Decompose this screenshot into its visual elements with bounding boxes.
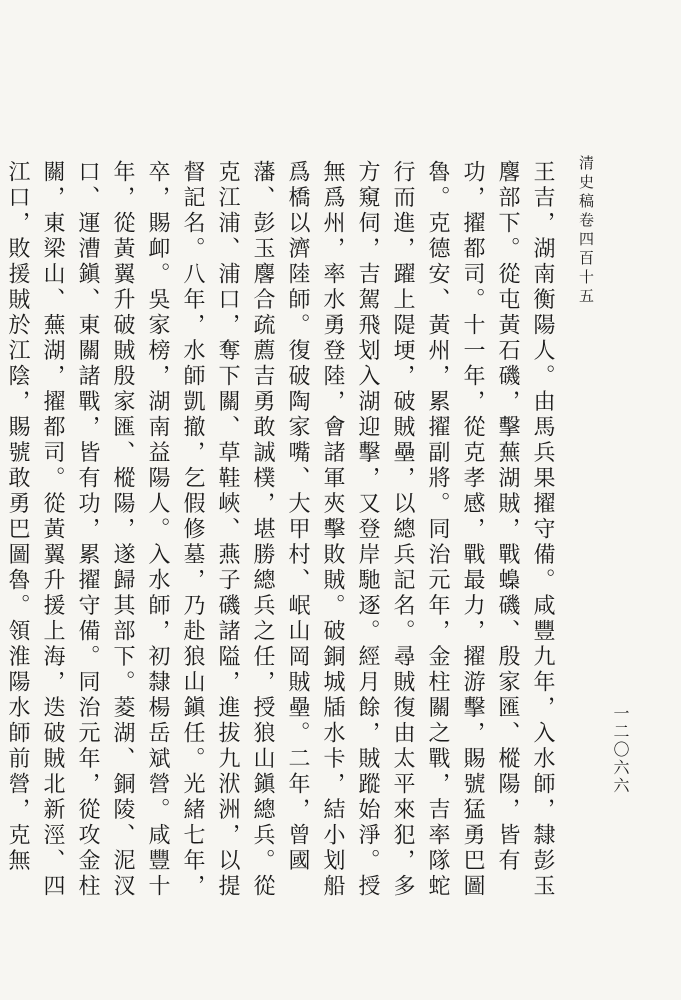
main-text-block: [5, 160, 560, 920]
body-paragraph: 王吉，湖南衡陽人。由馬兵果擢守備。咸豐九年，入水師，隸彭玉麐部下。從屯黃石磯，擊蕪湖賊，戰蟂磯、殷家匯、樅陽，皆有功，擢都司。十一年，從克孝感，戰最力，擢游擊，賜號猛勇巴圖魯。克德安、黃州，累擢副將。同治元年，金柱關之戰，吉率隊蛇行而進，躍上隄埂，破賊壘，以總兵記名。尋賊復由太平來犯，多方窺伺，吉駕飛划入湖迎擊，又登岸馳逐。經月餘，賊蹤始淨。授無爲州，率水勇登陸，會諸軍夾擊敗賊。破銅城牐水卡，結小划船爲橋以濟陸師。復破陶家嘴、大甲村、岷山岡賊壘。二年，曾國藩、彭玉麐合疏薦吉勇敢誠樸，堪勝總兵之任，授狼山鎭總兵。從克江浦、浦口，奪下關、草鞋峽、燕子磯諸隘，進拔九洑洲，以提督記名。八年，水師凱撤，乞假修墓，乃赴狼山鎭任。光緒七年，卒，賜卹。吳家榜，湖南益陽人。入水師，初隸楊岳斌營。咸豐十年，從黃翼升破賊殷家匯、樅陽，遂歸其部下。菱湖、銅陵、泥汊口、運漕鎭、東關諸戰，皆有功，累擢守備。同治元年，從攻金柱關，東梁山、蕪湖，擢都司。從黃翼升援上海，迭破賊北新涇、四江口，敗援賊於江陰，賜號敢勇巴圖魯。領淮陽水師前營，克無: [5, 160, 555, 900]
page-number: 一二〇六六: [611, 705, 630, 795]
header-divider: [567, 155, 568, 925]
running-head-title: 清史稿卷四百十五: [577, 155, 595, 307]
